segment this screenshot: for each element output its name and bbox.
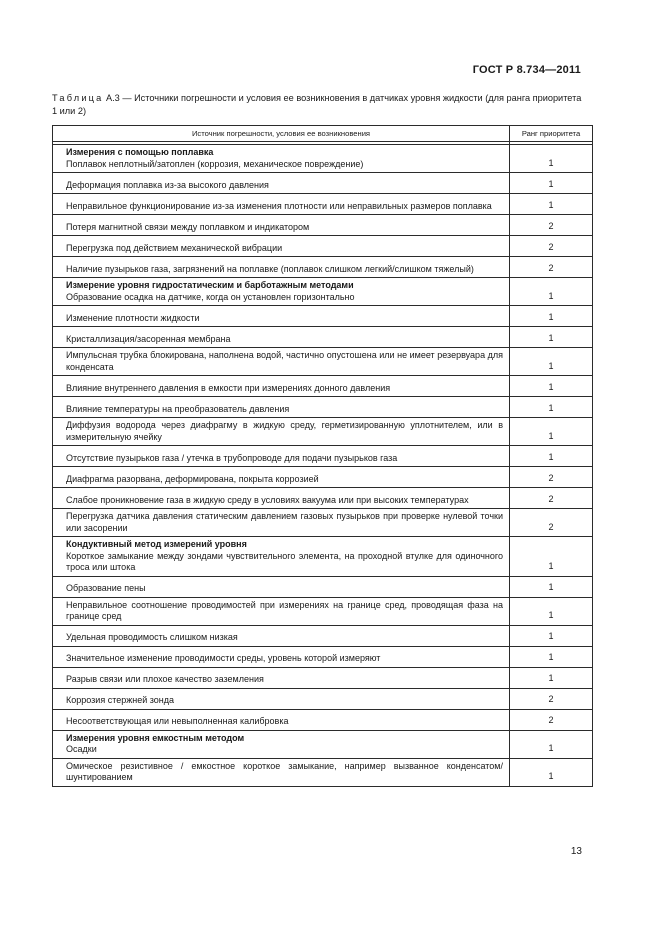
source-text: Коррозия стержней зонда <box>66 695 175 705</box>
rank-cell: 2 <box>510 467 593 488</box>
table-row <box>53 467 593 488</box>
column-header-source: Источник погрешности, условия ее возникновения <box>53 126 510 142</box>
rank-cell: 1 <box>510 278 593 306</box>
table-row <box>53 625 593 646</box>
table-body <box>53 142 593 787</box>
source-text: Изменение плотности жидкости <box>66 312 200 323</box>
table-row <box>53 688 593 709</box>
source-cell <box>53 597 510 625</box>
source-text: Осадки <box>66 744 97 754</box>
section-title: Измерения уровня емкостным методом <box>66 732 245 743</box>
rank-cell: 1 <box>510 397 593 418</box>
page-number: 13 <box>570 846 582 857</box>
source-text: Разрыв связи или плохое качество заземления <box>66 674 264 684</box>
source-cell <box>53 646 510 667</box>
table-row <box>53 730 593 758</box>
rank-cell: 1 <box>510 173 593 194</box>
table-row <box>53 597 593 625</box>
source-cell <box>53 194 510 215</box>
source-cell <box>53 576 510 597</box>
source-cell <box>53 397 510 418</box>
table-row <box>53 376 593 397</box>
source-text: Отсутствие пузырьков газа / утечка в трубопроводе для подачи пузырьков газа <box>66 452 398 463</box>
table-row <box>53 446 593 467</box>
rank-cell: 2 <box>510 215 593 236</box>
column-header-rank: Ранг приоритета <box>510 126 593 142</box>
table-row <box>53 278 593 306</box>
rank-cell: 2 <box>510 688 593 709</box>
table-row <box>53 709 593 730</box>
source-text: Перегрузка под действием механической вибрации <box>66 242 283 253</box>
source-text: Диафрагма разорвана, деформирована, покрыта коррозией <box>66 473 319 484</box>
source-text: Влияние температуры на преобразователь давления <box>66 403 290 414</box>
source-text: Неправильное соотношение проводимостей при измерениях на границе сред, проводящая фаза на границе сред <box>66 599 503 621</box>
source-text: Удельная проводимость слишком низкая <box>66 632 238 642</box>
table-row <box>53 488 593 509</box>
source-cell <box>53 667 510 688</box>
table-caption <box>52 92 582 117</box>
rank-cell: 1 <box>510 348 593 376</box>
table-row <box>53 418 593 446</box>
table-row <box>53 509 593 537</box>
source-text: Наличие пузырьков газа, загрязнений на поплавке (поплавок слишком легкий/слишком тяжелый) <box>66 263 474 274</box>
source-cell <box>53 306 510 327</box>
rank-cell: 1 <box>510 537 593 577</box>
source-text: Диффузия водорода через диафрагму в жидкую среду, герметизированную уплотнителем, или в измерительную ячейку <box>66 420 503 442</box>
document-code: ГОСТ Р 8.734—2011 <box>472 64 581 76</box>
source-cell <box>53 688 510 709</box>
rank-cell: 1 <box>510 446 593 467</box>
rank-cell: 2 <box>510 257 593 278</box>
source-cell <box>53 488 510 509</box>
source-text: Деформация поплавка из-за высокого давления <box>66 179 269 190</box>
source-text: Омическое резистивное / емкостное короткое замыкание, например вызванное конденсатом/шунтированием <box>66 760 503 782</box>
rank-cell: 1 <box>510 376 593 397</box>
rank-cell: 2 <box>510 236 593 257</box>
section-title: Измерение уровня гидростатическим и барботажным методами <box>66 280 354 290</box>
source-cell <box>53 215 510 236</box>
table-row <box>53 145 593 173</box>
source-cell <box>53 376 510 397</box>
source-text: Кристаллизация/засоренная мембрана <box>66 333 231 344</box>
source-cell <box>53 625 510 646</box>
table-row <box>53 327 593 348</box>
rank-cell: 1 <box>510 145 593 173</box>
rank-cell: 1 <box>510 306 593 327</box>
source-text: Поплавок неплотный/затоплен (коррозия, механическое повреждение) <box>66 158 364 169</box>
source-text: Несоответствующая или невыполненная калибровка <box>66 716 289 726</box>
table-row <box>53 758 593 786</box>
source-cell <box>53 145 510 173</box>
rank-cell: 1 <box>510 667 593 688</box>
section-title: Измерения с помощью поплавка <box>66 147 214 157</box>
rank-cell: 1 <box>510 597 593 625</box>
table-row <box>53 215 593 236</box>
section-title: Кондуктивный метод измерений уровня <box>66 539 247 549</box>
source-text: Неправильное функционирование из-за изменения плотности или неправильных размеров поплавка <box>66 200 492 211</box>
source-cell <box>53 236 510 257</box>
rank-cell: 1 <box>510 194 593 215</box>
rank-cell: 1 <box>510 327 593 348</box>
table-row <box>53 397 593 418</box>
source-text: Импульсная трубка блокирована, наполнена водой, частично опустошена или не имеет резервуара для конденсата <box>66 350 503 372</box>
rank-cell: 2 <box>510 509 593 537</box>
rank-cell: 1 <box>510 625 593 646</box>
source-cell <box>53 278 510 306</box>
source-cell <box>53 348 510 376</box>
caption-lead: Таблица <box>52 93 104 103</box>
rank-cell: 1 <box>510 576 593 597</box>
table-row <box>53 173 593 194</box>
source-text: Значительное изменение проводимости среды, уровень которой измеряют <box>66 653 381 663</box>
table-row <box>53 537 593 577</box>
table-row <box>53 306 593 327</box>
rank-cell: 2 <box>510 709 593 730</box>
rank-cell: 1 <box>510 418 593 446</box>
source-cell <box>53 730 510 758</box>
source-cell <box>53 509 510 537</box>
caption-text: А.3 — Источники погрешности и условия ее возникновения в датчиках уровня жидкости (для ранга приоритета 1 или 2) <box>52 93 582 116</box>
source-text: Влияние внутреннего давления в емкости при измерениях донного давления <box>66 382 391 393</box>
source-cell <box>53 537 510 577</box>
rank-cell: 1 <box>510 758 593 786</box>
rank-cell: 2 <box>510 488 593 509</box>
source-cell <box>53 327 510 348</box>
source-text: Короткое замыкание между зондами чувствительного элемента, на проходной втулке для одиночного троса или штока <box>66 550 503 572</box>
source-text: Перегрузка датчика давления статическим давлением газовых пузырьков при проверке нулевой точки или засорении <box>66 511 503 533</box>
source-text: Слабое проникновение газа в жидкую среду в условиях вакуума или при высоких температурах <box>66 494 469 505</box>
table-row <box>53 576 593 597</box>
source-text: Потеря магнитной связи между поплавком и индикатором <box>66 221 310 232</box>
source-cell <box>53 446 510 467</box>
table-row <box>53 667 593 688</box>
error-sources-table <box>52 125 593 787</box>
table-row <box>53 348 593 376</box>
table-header-row <box>53 126 593 142</box>
source-cell <box>53 709 510 730</box>
source-text: Образование пены <box>66 583 146 593</box>
source-cell <box>53 418 510 446</box>
table-row <box>53 257 593 278</box>
table-row <box>53 194 593 215</box>
source-text: Образование осадка на датчике, когда он установлен горизонтально <box>66 291 355 302</box>
rank-cell: 1 <box>510 730 593 758</box>
source-cell <box>53 758 510 786</box>
source-cell <box>53 257 510 278</box>
source-cell <box>53 173 510 194</box>
table-row <box>53 236 593 257</box>
rank-cell: 1 <box>510 646 593 667</box>
source-cell <box>53 467 510 488</box>
table-row <box>53 646 593 667</box>
